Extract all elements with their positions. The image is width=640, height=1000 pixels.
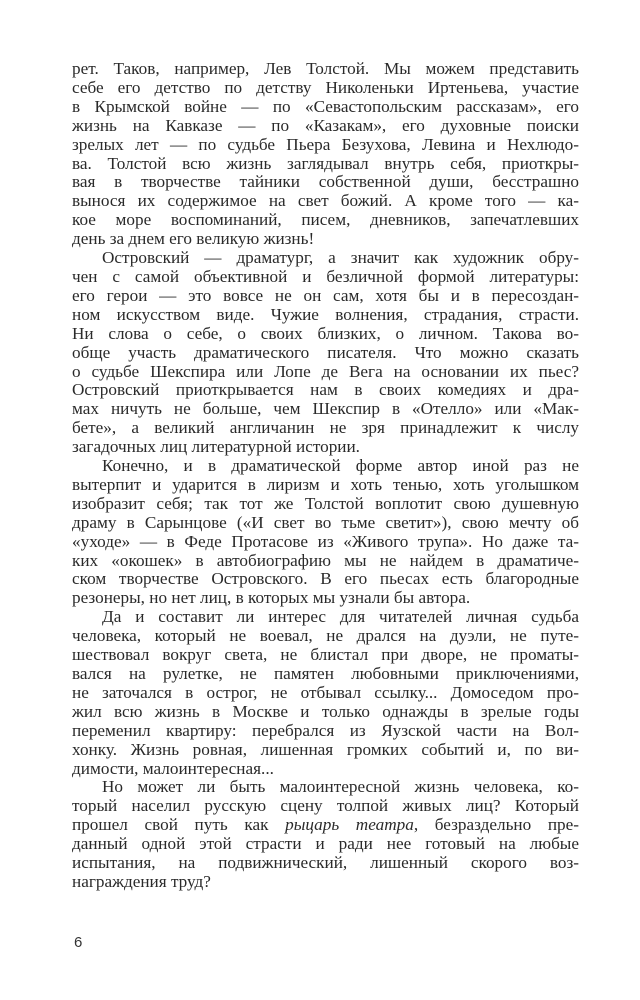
text-line: жизнь на Кавказе — по «Казакам», его духовные поиски <box>72 115 579 135</box>
text-line: бете», а великий англичанин не зря принадлежит к числу <box>72 418 579 438</box>
text-line: кое море воспоминаний, писем, дневников, запечатлевших <box>72 210 579 230</box>
text-line: чен с самой объективной и безличной формой литературы: <box>72 266 579 286</box>
text-line: ких «окошек» в автобиографию мы не найдем в драматиче- <box>72 550 579 570</box>
text-line: Островский приоткрывается нам в своих комедиях и дра- <box>72 380 579 400</box>
paragraph <box>72 608 579 778</box>
text-line: зрелых лет — по судьбе Пьера Безухова, Левина и Нехлюдо- <box>72 134 579 154</box>
paragraph <box>72 457 579 608</box>
text-line: вытерпит и ударится в лиризм и хоть тенью, хоть уголышком <box>72 474 579 494</box>
text-line: день за днем его великую жизнь! <box>72 229 315 249</box>
text-line: Ни слова о себе, о своих близких, о личном. Такова во- <box>72 323 579 343</box>
text-line: о судьбе Шекспира или Лопе де Вега на основании их пьес? <box>72 361 579 381</box>
text-line: торый населил русскую сцену толпой живых лиц? Который <box>72 796 579 816</box>
text-line: ском творчестве Островского. В его пьесах есть благородные <box>72 569 579 589</box>
text-line: Островский — драматург, а значит как художник обру- <box>102 248 579 268</box>
text-line: рет. Таков, например, Лев Толстой. Мы можем представить <box>72 59 579 78</box>
text-line: загадочных лиц литературной истории. <box>72 437 360 457</box>
text-line <box>72 816 579 835</box>
text-line: испытания, на подвижнический, лишенный скорого воз- <box>72 853 579 873</box>
text-line: Да и составит ли интерес для читателей личная судьба <box>102 607 579 627</box>
text-line: мах ничуть не больше, чем Шекспир в «Отелло» или «Мак- <box>72 399 579 419</box>
text-line: обще участь драматического писателя. Что можно сказать <box>72 342 579 362</box>
italic-text: рыцарь театра <box>285 815 414 835</box>
paragraph <box>72 249 579 457</box>
text-line: изобразит себя; так тот же Толстой воплотит свою душевную <box>72 493 579 513</box>
text-segment: прошел свой путь как <box>72 815 286 835</box>
text-segment: , безраздельно пре- <box>413 815 579 835</box>
text-line: шествовал вокруг света, не блистал при дворе, не проматы- <box>72 645 579 665</box>
text-line: себе его детство по детству Николеньки Иртеньева, участие <box>72 77 579 97</box>
text-line: вая в творчестве тайники собственной души, бесстрашно <box>72 172 579 192</box>
text-line: в Крымской войне — по «Севастопольским рассказам», его <box>72 96 579 116</box>
paragraph <box>72 60 579 249</box>
text-line: резонеры, но нет лиц, в которых мы узнали бы автора. <box>72 588 471 608</box>
text-line: награждения труд? <box>72 871 211 891</box>
text-line: вынося их содержимое на свет божий. А кроме того — ка- <box>72 191 579 211</box>
text-line: человека, который не воевал, не дрался на дуэли, не путе- <box>72 626 579 646</box>
paragraph <box>72 778 579 891</box>
text-line: не заточался в острог, не отбывал ссылку... Домоседом про- <box>72 682 579 702</box>
text-line: переменил квартиру: перебрался из Яузской части на Вол- <box>72 720 579 740</box>
text-line: ном искусством виде. Чужие волнения, страдания, страсти. <box>72 304 579 324</box>
text-line: «уходе» — в Феде Протасове из «Живого трупа». Но даже та- <box>72 531 579 551</box>
text-line: Но может ли быть малоинтересной жизнь человека, ко- <box>102 777 579 797</box>
text-line: хонку. Жизнь ровная, лишенная громких событий и, по ви- <box>72 739 579 759</box>
text-line: Конечно, и в драматической форме автор иной раз не <box>102 456 579 476</box>
text-line: драму в Сарынцове («И свет во тьме светит»), свою мечту об <box>72 512 579 532</box>
text-line: ва. Толстой всю жизнь заглядывал внутрь себя, приоткры- <box>72 153 579 173</box>
text-line: его герои — это вовсе не он сам, хотя бы и в пересоздан- <box>72 285 579 305</box>
text-line: димости, малоинтересная... <box>72 758 274 778</box>
page-number: 6 <box>74 934 83 951</box>
body-text <box>72 60 579 892</box>
text-line: жил всю жизнь в Москве и только однажды в зрелые годы <box>72 701 579 721</box>
text-line: вался на рулетке, не памятен любовными приключениями, <box>72 664 579 683</box>
text-line: данный одной этой страсти и ради нее готовый на любые <box>72 834 579 854</box>
